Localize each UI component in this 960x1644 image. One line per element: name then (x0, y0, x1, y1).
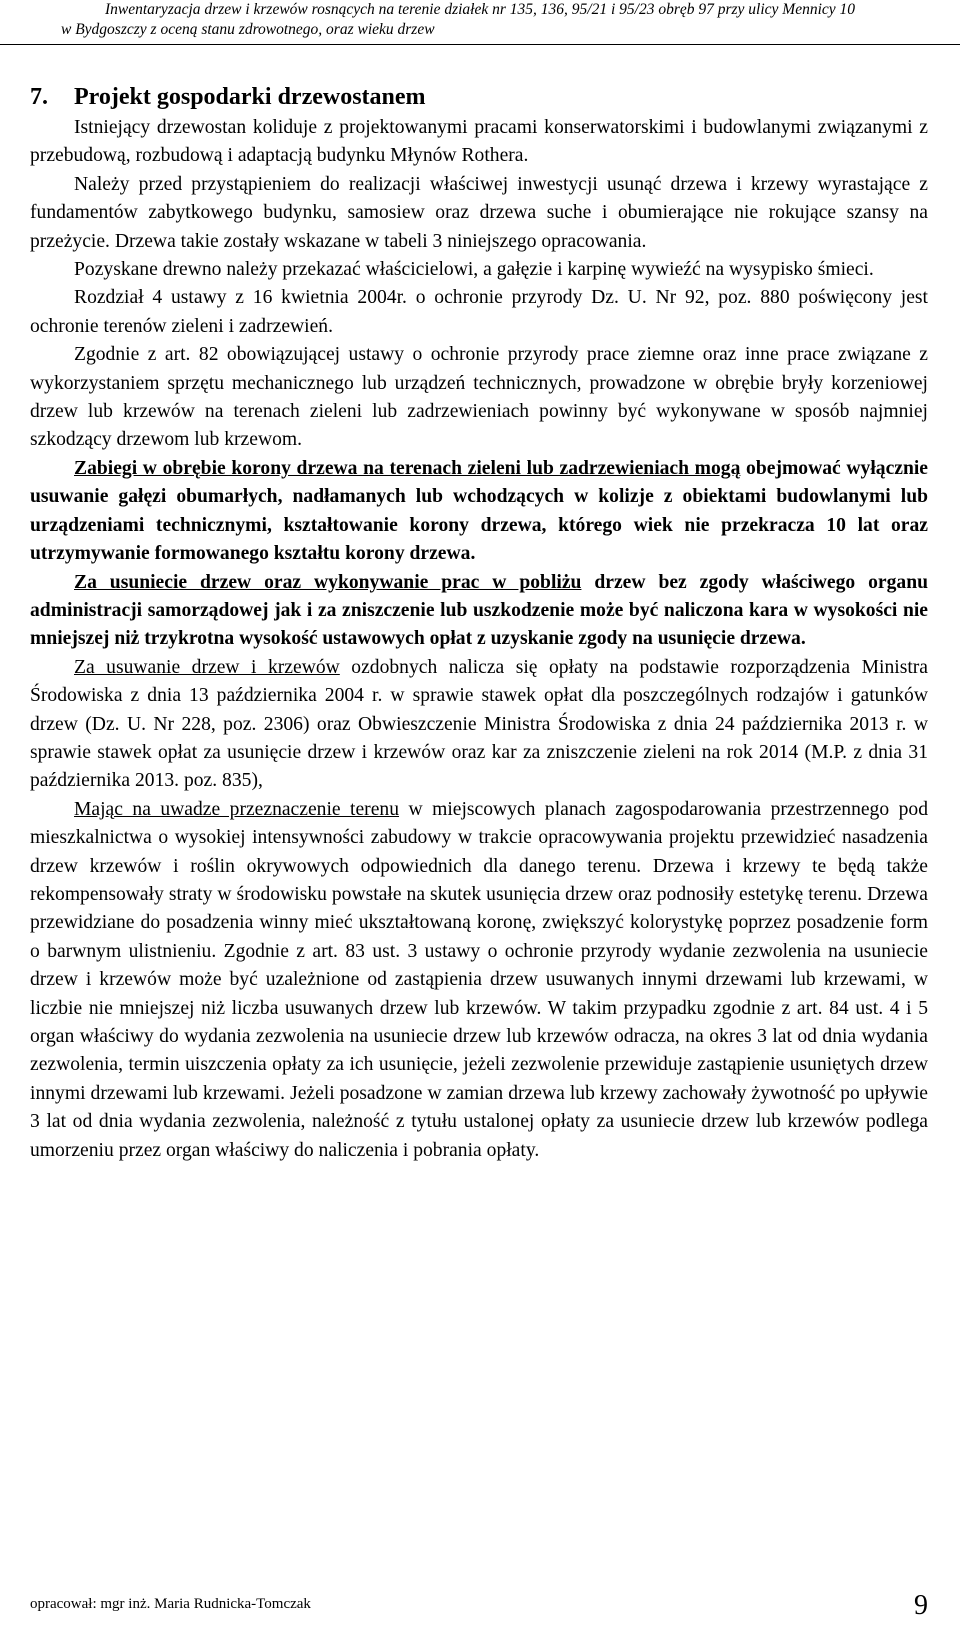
paragraph-2 (30, 171, 928, 256)
page-number: 9 (914, 1590, 928, 1621)
paragraph-8-rest: ozdobnych nalicza się opłaty na podstawie rozporządzenia Ministra Środowiska z dnia 13 października 2004 r. w sprawie stawek opłat dla poszczególnych rodzajów i gatunków drzew (Dz. U. Nr 228, poz. 2306) oraz Obwieszczenie Ministra Środowiska z dnia 24 października 2013 r. w sprawie stawek opłat za usunięcie drzew i krzewów oraz kar za zniszczenie zieleni na rok 2014 (M.P. z dnia 31 października 2013. poz. 835), (30, 656, 928, 792)
paragraph-1: Istniejący drzewostan koliduje z projektowanymi pracami konserwatorskimi i budowlanymi związanymi z przebudową, rozbudową i adaptacją budynku Młynów Rothera. (30, 117, 928, 167)
main-content (30, 82, 928, 1165)
header-line-1: Inwentaryzacja drzew i krzewów rosnących na terenie działek nr 135, 136, 95/21 i 95/23 obręb 97 przy ulicy Mennicy 10 (104, 1, 856, 18)
paragraph-9-rest: w miejscowych planach zagospodarowania przestrzennego pod mieszkalnictwa o wysokiej intensywności zabudowy w trakcie opracowywania projektu przewidzieć nasadzenia drzew krzewów i roślin okrywowych odpowiednich dla danego terenu. Drzewa i krzewy te będą także rekompensowały straty w środowisku powstałe na skutek usunięcia drzew oraz podnosiły estetykę terenu. Drzewa przewidziane do posadzenia winny mieć ukształtowaną koronę, zwiększyć kolorystykę poprzez posadzenie form o barwnym ulistnieniu. Zgodnie z art. 83 ust. 3 ustawy o ochronie przyrody wydanie zezwolenia na usuniecie drzew i krzewów może być uzależnione od zastąpienia drzew usuwanych innymi drzewami lub krzewami, w liczbie nie mniejszej niż liczba usuwanych drzew lub krzewów. W takim przypadku zgodnie z art. 84 ust. 4 i 5 organ właściwy do wydania zezwolenia na usuniecie drzew lub krzewów odracza, na okres 3 lat od dnia wydania zezwolenia, termin uiszczenia opłaty za ich usunięcie, jeżeli zezwolenie przewiduje zastąpienie usuniętych drzew innymi drzewami lub krzewami. Jeżeli posadzone w zamian drzewa lub krzewy zachowały żywotność po upływie 3 lat od dnia wydania zezwolenia, należność z tytułu ustalonej opłaty za usuniecie drzew lub krzewów podlega umorzeniu przez organ właściwy do naliczenia i pobrania opłaty. (30, 798, 929, 1161)
page-footer (30, 1590, 928, 1630)
header-line-2: w Bydgoszczy z oceną stanu zdrowotnego, oraz wieku drzew (61, 21, 435, 38)
section-title: Projekt gospodarki drzewostanem (74, 84, 426, 110)
paragraph-3: Pozyskane drewno należy przekazać właścicielowi, a gałęzie i karpinę wywieźć na wysypisko śmieci. (74, 259, 874, 281)
paragraph-4: Rozdział 4 ustawy z 16 kwietnia 2004r. o ochronie przyrody Dz. U. Nr 92, poz. 880 poświęcony jest ochronie terenów zieleni i zadrzewień. (30, 287, 928, 337)
section-number: 7. (30, 84, 48, 110)
paragraph-6-rest: obejmować wyłącznie usuwanie gałęzi obumarłych, nadłamanych lub wchodzących w kolizje z obiektami budowlanymi lub urządzeniami technicznymi, kształtowanie korony drzewa, którego wiek nie przekracza 10 lat oraz utrzymywanie formowanego kształtu korony drzewa. (30, 457, 929, 565)
paragraph-2-table-ref: Drzewa takie zostały wskazane w tabeli 3 niniejszego opracowania. (109, 230, 647, 252)
paragraph-7-underlined: Za usuniecie drzew oraz wykonywanie prac w pobliżu (74, 571, 582, 593)
paragraph-9-underlined: Mając na uwadze przeznaczenie terenu (74, 798, 400, 820)
paragraph-7 (30, 569, 928, 654)
paragraph-2-text: Należy przed przystąpieniem do realizacji właściwej inwestycji usunąć drzewa i krzewy wyrastające z fundamentów zabytkowego budynku, samosiew oraz drzewa suche i obumierające nie rokujące szansy na przeżycie. (30, 173, 928, 252)
paragraph-5: Zgodnie z art. 82 obowiązującej ustawy o ochronie przyrody prace ziemne oraz inne prace związane z wykorzystaniem sprzętu mechanicznego lub urządzeń technicznych, prowadzone w obrębie bryły korzeniowej drzew lub krzewów na terenach zieleni lub zadrzewieniach powinny być wykonywane w sposób najmniej szkodzący drzewom lub krzewom. (30, 344, 928, 451)
paragraph-8 (30, 654, 928, 796)
paragraph-7-rest: drzew bez zgody właściwego organu administracji samorządowej jak i za zniszczenie lub uszkodzenie może być naliczona kara w wysokości nie mniejszej niż trzykrotna wysokość ustawowych opłat z uzyskanie zgody na usunięcie drzewa. (30, 571, 929, 650)
section-heading (30, 82, 928, 112)
paragraph-6 (30, 455, 928, 569)
paragraph-8-underlined: Za usuwanie drzew i krzewów (74, 656, 340, 678)
paragraph-6-underlined: Zabiegi w obrębie korony drzewa na terenach zieleni lub zadrzewieniach mogą (74, 457, 741, 479)
running-header (0, 0, 960, 45)
footer-author: opracował: mgr inż. Maria Rudnicka-Tomczak (30, 1596, 311, 1612)
paragraph-9 (30, 796, 928, 1165)
